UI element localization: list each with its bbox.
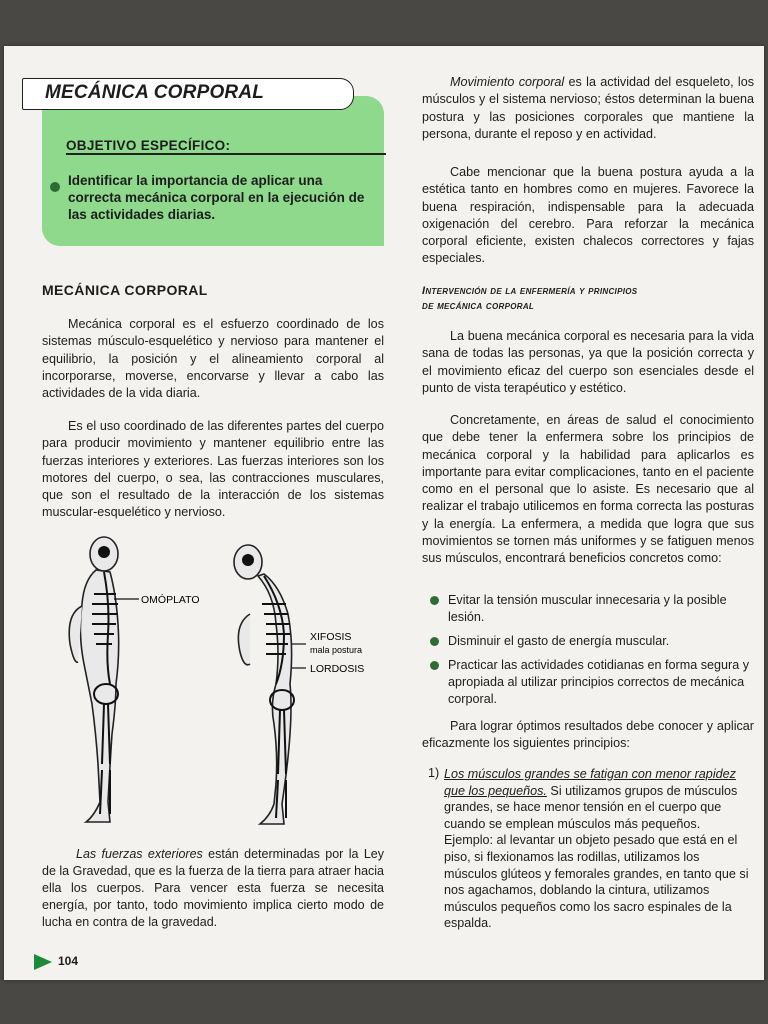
bad-posture-figure xyxy=(234,545,292,824)
section-title-right xyxy=(422,284,752,314)
page-arrow-icon xyxy=(34,954,52,970)
section-title-right-line2: de mecánica corporal xyxy=(422,300,535,312)
paragraph-good-posture: Cabe mencionar que la buena postura ayuda a la estética tanto en hombres como en mujeres. Favorece la buena respiración, indispensable para la adecuada oxigenación del cerebro. Para reforzar la mecánica corporal eficiente, existen chalecos correctores y fajas especiales. xyxy=(422,165,754,266)
skull-eye xyxy=(242,554,254,566)
good-posture-figure xyxy=(69,537,118,822)
label-mala-postura: mala postura xyxy=(310,645,363,655)
page-number: 104 xyxy=(58,954,79,968)
term-movimiento-corporal: Movimiento corporal xyxy=(450,75,565,89)
paragraph-coordinated-use: Es el uso coordinado de las diferentes partes del cuerpo para producir movimiento y mantener equilibrio entre las fuerzas interiores y exteriores. Las fuerzas interiores son los motores del cuerpo, o sea, las contracciones musculares, que son el resultado de la interacción de los sistemas muscular-esquelético y nervioso. xyxy=(42,419,384,520)
skull-eye xyxy=(98,546,110,558)
bullet-icon xyxy=(430,637,439,646)
paragraph-necessity: La buena mecánica corporal es necesaria para la vida sana de todas las personas, ya que la posición correcta y el movimiento eficaz del cuerpo son esenciales desde el punto de vista terapéutico y estético. xyxy=(422,329,754,395)
objective-text: Identificar la importancia de aplicar una correcta mecánica corporal en la ejecución de las actividades diarias. xyxy=(68,173,365,222)
objective-box xyxy=(42,96,384,246)
label-xifosis: XIFOSIS xyxy=(310,631,352,643)
label-omoplato: OMÓPLATO xyxy=(141,594,200,606)
section-title-left: MECÁNICA CORPORAL xyxy=(42,282,208,298)
posture-illustration xyxy=(44,534,384,834)
benefits-list xyxy=(428,592,754,715)
bullet-icon xyxy=(430,596,439,605)
bullet-icon xyxy=(50,182,60,192)
paragraph-principles-intro: Para lograr óptimos resultados debe conocer y aplicar eficazmente los siguientes principios: xyxy=(422,719,754,751)
book-page xyxy=(4,46,764,980)
principle-number: 1) xyxy=(428,766,440,780)
label-lordosis: LORDOSIS xyxy=(310,663,365,675)
list-item: Evitar la tensión muscular innecesaria y la posible lesión. xyxy=(428,592,754,626)
caption-body: están determinadas por la Ley de la Gravedad, que es la fuerza de la tierra para atraer hacia ella los cuerpos. Para vencer esta fuerza se necesita energía, por tanto, todo movimiento implica cierto modo de lucha en contra de la gravedad. xyxy=(42,847,384,929)
principle-text xyxy=(444,766,749,932)
list-item: Disminuir el gasto de energía muscular. xyxy=(428,633,754,650)
paragraph-body-movement-text: es la actividad del esqueleto, los músculos y el sistema nervioso; éstos determinan la buena postura y las posiciones corporales que mantiene la persona, durante el reposo y en actividad. xyxy=(422,75,754,141)
objective-label: OBJETIVO ESPECÍFICO: xyxy=(66,138,231,153)
caption-emphasis: Las fuerzas exteriores xyxy=(76,847,203,861)
section-title-right-line1: Intervención de la enfermería y principios xyxy=(422,285,638,297)
paragraph-body-movement xyxy=(422,74,754,143)
figure-caption xyxy=(42,846,384,931)
chapter-title-box xyxy=(22,78,354,110)
paragraph-definition: Mecánica corporal es el esfuerzo coordinado de los sistemas músculo-esquelético y nervioso para mantener el equilibrio, la posición y el alineamiento corporal al incorporarse, moverse, encorvarse y llevar a cabo las actividades de la vida diaria. xyxy=(42,317,384,401)
paragraph-nursing-knowledge: Concretamente, en áreas de salud el conocimiento que debe tener la enfermera sobre los principios de mecánica corporal y la habilidad para aplicarlos es importante para evitar complicaciones, tanto en el paciente como en el personal que lo asiste. Es necesario que al realizar el trabajo utilicemos en forma correcta las posturas y la energía. La enfermera, a medida que logra que sus movimientos se tornen más uniformes y se fatiguen menos sus músculos, encontrará beneficios concretos como: xyxy=(422,413,754,566)
principle-heading: Los músculos grandes se fatigan con menor rapidez que los pequeños. xyxy=(444,767,736,798)
bullet-icon xyxy=(430,661,439,670)
principle-body: Si utilizamos grupos de músculos grandes, se hace menor tensión en el cuerpo que cuando se emplean músculos más pequeños. Ejemplo: al levantar un objeto pesado que está en el piso, si flexionamos las rodillas, utilizamos los músculos glúteos y femorales grandes, en tanto que si nos agachamos, doblando la cintura, utilizamos músculos pequeños como los sacro espinales de la espalda. xyxy=(444,783,749,931)
list-item: Practicar las actividades cotidianas en forma segura y apropiada al utilizar principios correctos de mecánica corporal. xyxy=(428,657,754,708)
objective-divider xyxy=(66,153,386,155)
chapter-title: MECÁNICA CORPORAL xyxy=(45,82,265,103)
